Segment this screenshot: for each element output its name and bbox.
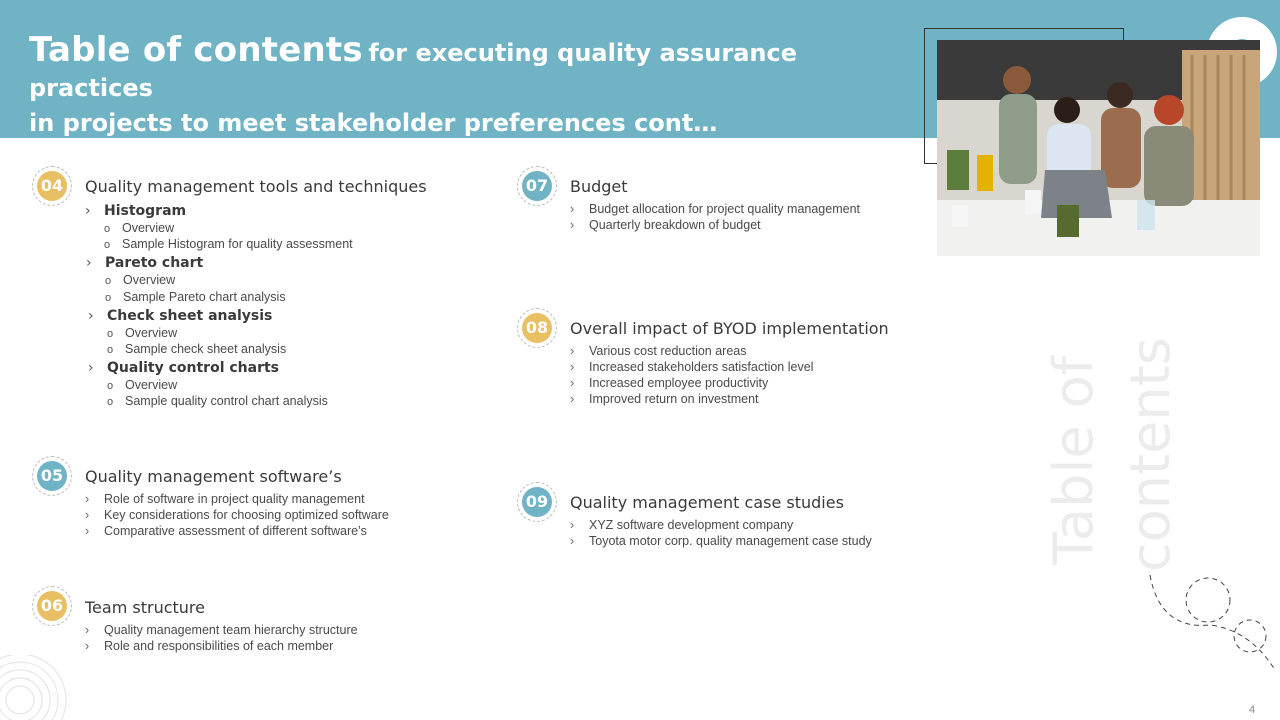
page-title [29,30,909,141]
chevron-icon: › [85,508,90,522]
section-04-title: Quality management tools and techniques [85,177,427,196]
decorative-dashed-circles [1140,570,1280,680]
pareto-heading: › Pareto chart [86,255,204,271]
list-item: › Quarterly breakdown of budget [570,218,761,232]
section-05-title: Quality management software’s [85,467,342,486]
chevron-icon: › [570,534,575,548]
list-item: › Various cost reduction areas [570,344,747,358]
title-main: Table of contents [29,30,363,70]
chevron-icon: › [85,492,90,506]
page-number: 4 [1249,704,1256,716]
chevron-icon: › [570,376,575,390]
list-item: › Key considerations for choosing optimized software [85,508,389,522]
section-08-badge [517,308,557,348]
circle-bullet-icon: o [107,344,114,356]
circle-bullet-icon: o [104,239,111,251]
chevron-icon: › [570,392,575,406]
chevron-icon: › [85,203,91,219]
circle-bullet-icon: o [107,328,114,340]
title-rest: for executing quality assurance practices [29,39,797,102]
check-sheet-heading: › Check sheet analysis [88,308,273,324]
section-04-number: 04 [37,171,67,201]
list-item: o Sample quality control chart analysis [107,394,328,408]
chevron-icon: › [88,308,94,324]
chevron-icon: › [570,360,575,374]
histogram-heading: › Histogram [85,203,187,219]
section-08-title: Overall impact of BYOD implementation [570,319,889,338]
list-item: o Overview [104,221,175,235]
chevron-icon: › [85,623,90,637]
team-photo-illustration [937,40,1260,256]
title-line2: in projects to meet stakeholder preferences cont… [29,109,718,137]
list-item: o Sample Pareto chart analysis [105,290,286,304]
section-06-title: Team structure [85,598,205,617]
section-04-badge [32,166,72,206]
list-item: o Sample check sheet analysis [107,342,287,356]
list-item: › Improved return on investment [570,392,759,406]
circle-bullet-icon: o [107,380,114,392]
chevron-icon: › [570,202,575,216]
section-05-badge [32,456,72,496]
watermark-text [1037,330,1187,580]
svg-text:Table of: Table of [1042,356,1105,565]
chevron-icon: › [85,639,90,653]
section-07-number: 07 [522,171,552,201]
list-item: o Overview [107,326,178,340]
section-06-number: 06 [37,591,67,621]
chevron-icon: › [86,255,92,271]
section-09-number: 09 [522,487,552,517]
circle-bullet-icon: o [105,275,112,287]
chevron-icon: › [88,360,94,376]
chevron-icon: › [570,344,575,358]
list-item: › Budget allocation for project quality management [570,202,860,216]
decorative-concentric-arcs [0,655,70,720]
section-09-badge [517,482,557,522]
list-item: o Sample Histogram for quality assessment [104,237,353,251]
circle-bullet-icon: o [104,223,111,235]
section-05-number: 05 [37,461,67,491]
control-charts-heading: › Quality control charts [88,360,280,376]
list-item: › Increased employee productivity [570,376,769,390]
chevron-icon: › [570,218,575,232]
section-07-badge [517,166,557,206]
team-photo [937,40,1260,256]
section-06-badge [32,586,72,626]
list-item: › XYZ software development company [570,518,794,532]
circle-bullet-icon: o [105,292,112,304]
list-item: › Quality management team hierarchy structure [85,623,358,637]
chevron-icon: › [85,524,90,538]
list-item: › Role and responsibilities of each member [85,639,334,653]
svg-text:contents: contents [1119,337,1182,572]
list-item: › Comparative assessment of different software’s [85,524,367,538]
list-item: o Overview [105,273,176,287]
section-09-title: Quality management case studies [570,493,844,512]
section-07-title: Budget [570,177,628,196]
circle-bullet-icon: o [107,396,114,408]
list-item: o Overview [107,378,178,392]
chevron-icon: › [570,518,575,532]
section-08-number: 08 [522,313,552,343]
list-item: › Toyota motor corp. quality management case study [570,534,872,548]
list-item: › Increased stakeholders satisfaction level [570,360,814,374]
list-item: › Role of software in project quality management [85,492,365,506]
